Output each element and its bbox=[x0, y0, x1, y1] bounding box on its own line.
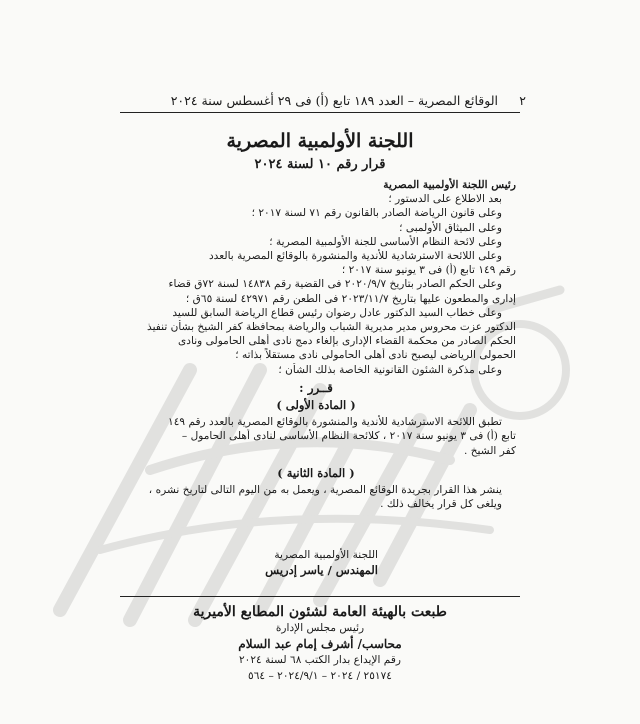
header-rule bbox=[120, 112, 520, 113]
preamble-line: وعلى قانون الرياضة الصادر بالقانون رقم ٧١ لسنة ٢٠١٧ ؛ bbox=[251, 207, 502, 220]
page-number: ٢ bbox=[519, 93, 526, 108]
preamble-line: الحمولى الرياضى ليصبح نادى أهلى الحامولى نادى مستقلاً بذاته ؛ bbox=[235, 349, 516, 362]
article-2-heading: ( المادة الثانية ) bbox=[277, 465, 355, 480]
article-2-line: ينشر هذا القرار بجريدة الوقائع المصرية ، ويعمل به من اليوم التالى لتاريخ نشره ، bbox=[148, 484, 502, 497]
preamble-line: وعلى الحكم الصادر بتاريخ ٢٠٢٠/٩/٧ فى القضية رقم ١٤٨٣٨ لسنة ٧٢ق قضاء bbox=[168, 278, 502, 291]
chair-name: محاسب/ أشرف إمام عبد السلام bbox=[238, 637, 402, 651]
footer-rule bbox=[120, 596, 520, 597]
signature-body: اللجنة الأولمبية المصرية bbox=[274, 549, 378, 561]
running-title: الوقائع المصرية – العدد ١٨٩ تابع (أ) فى ٢٩ أغسطس سنة ٢٠٢٤ bbox=[170, 93, 498, 108]
article-1-heading: ( المادة الأولى ) bbox=[276, 398, 356, 413]
preamble-line: رقم ١٤٩ تابع (أ) فى ٣ يونيو سنة ٢٠١٧ ؛ bbox=[341, 264, 516, 277]
decided-heading: قــرر : bbox=[299, 380, 333, 395]
preamble-line: وعلى اللائحة الاسترشادية للأندية والمنشورة بالوقائع المصرية بالعدد bbox=[208, 250, 502, 263]
preamble-line: الحكم الصادر من محكمة القضاء الإدارى بإلغاء دمج نادى أهلى الحامولى ونادى bbox=[177, 335, 516, 348]
article-2-line: ويلغى كل قرار يخالف ذلك . bbox=[380, 498, 502, 511]
article-1-line: تابع (أ) فى ٣ يونيو سنة ٢٠١٧ ، كلائحة النظام الأساسى لنادى أهلى الحامول – bbox=[181, 430, 516, 443]
decision-body bbox=[116, 178, 516, 511]
preamble-line: وعلى الميثاق الأولمبى ؛ bbox=[399, 221, 502, 234]
preamble-line: وعلى خطاب السيد الدكتور عادل رضوان رئيس قطاع الرياضة السابق للسيد bbox=[172, 306, 502, 319]
signer-name: المهندس / ياسر إدريس bbox=[265, 563, 378, 577]
article-1-line: تطبق اللائحة الاسترشادية للأندية والمنشورة بالوقائع المصرية بالعدد رقم ١٤٩ bbox=[168, 416, 502, 429]
preamble-line: وعلى مذكرة الشئون القانونية الخاصة بذلك الشأن ؛ bbox=[278, 363, 502, 376]
board-title: رئيس مجلس الإدارة bbox=[275, 622, 365, 634]
publisher-footer bbox=[120, 604, 520, 684]
preamble-line: الدكتور عزت محروس مدير مديرية الشباب والرياضة بمحافظة كفر الشيخ بشأن تنفيذ bbox=[147, 321, 516, 334]
preamble-line: وعلى لائحة النظام الأساسى للجنة الأولمبية المصرية ؛ bbox=[269, 235, 502, 248]
issuer-line: رئيس اللجنة الأولمبية المصرية bbox=[383, 179, 516, 191]
preamble-line: إدارى والمطعون عليها بتاريخ ٢٠٢٣/١١/٧ فى الطعن رقم ٤٢٩٧١ لسنة ٦٥ق ؛ bbox=[185, 292, 516, 305]
preamble-line: بعد الاطلاع على الدستور ؛ bbox=[388, 193, 502, 206]
article-1-line: كفر الشيخ . bbox=[463, 444, 516, 457]
print-reference: ٢٥١٧٤ / ٢٠٢٤ – ٢٠٢٤/٩/١ – ٥٦٤ bbox=[248, 670, 392, 682]
signature-block bbox=[265, 548, 378, 578]
printer-line: طبعت بالهيئة العامة لشئون المطابع الأميرية bbox=[193, 604, 447, 620]
decision-number: قرار رقم ١٠ لسنة ٢٠٢٤ bbox=[254, 157, 386, 172]
deposit-number: رقم الإيداع بدار الكتب ٦٨ لسنة ٢٠٢٤ bbox=[238, 654, 402, 666]
document-title: اللجنة الأولمبية المصرية bbox=[226, 130, 414, 152]
